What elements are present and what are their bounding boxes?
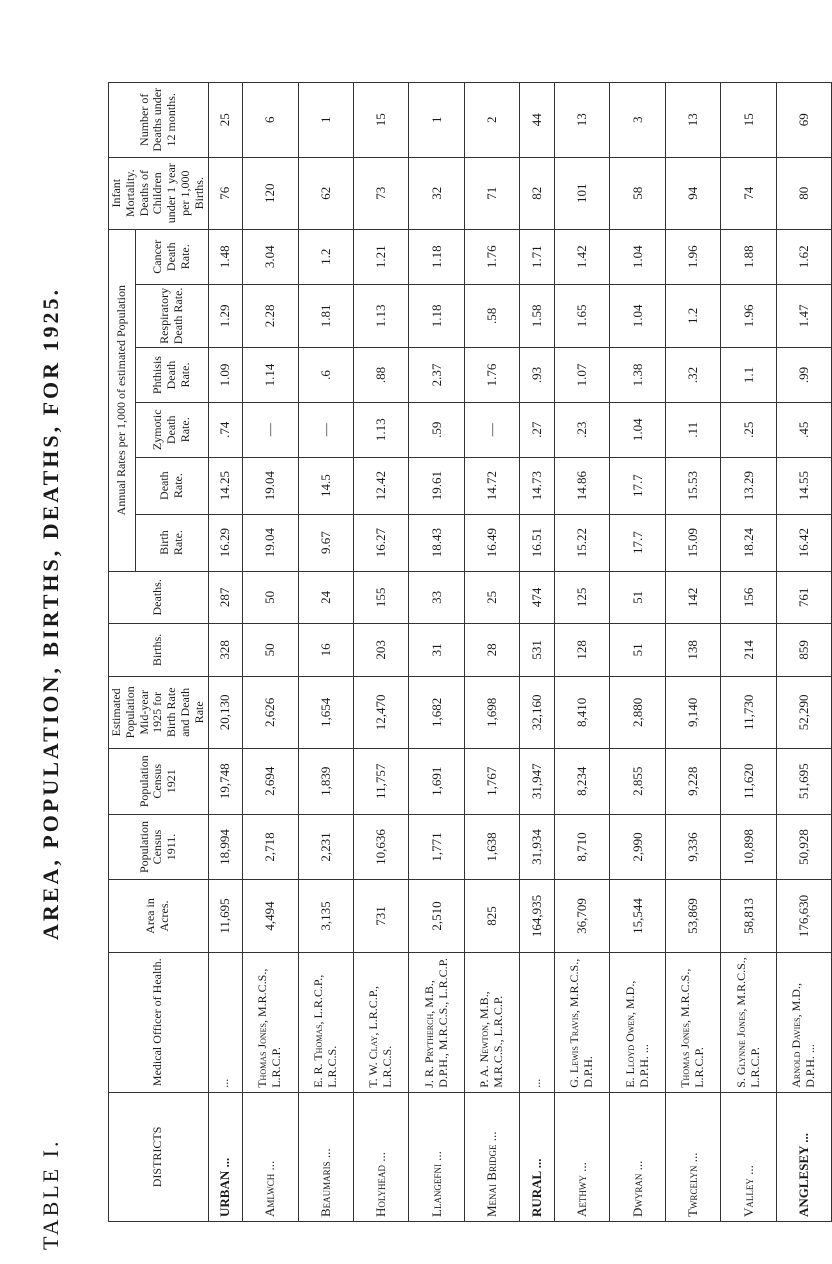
medical-officer: E. R. Thomas, L.R.C.P., L.R.C.S. bbox=[298, 952, 353, 1092]
births-cell: 28 bbox=[464, 624, 519, 677]
zymotic-cell: .59 bbox=[409, 402, 464, 457]
est-pop-cell: 11,730 bbox=[721, 676, 776, 748]
district-name: Holyhead ... bbox=[354, 1092, 409, 1221]
area-cell: 731 bbox=[354, 880, 409, 952]
under12-cell: 69 bbox=[776, 83, 832, 158]
deaths-cell: 125 bbox=[554, 571, 609, 624]
cancer-cell: 1.62 bbox=[776, 229, 832, 284]
pop1911-cell: 9,336 bbox=[665, 814, 720, 880]
death-rate-cell: 13.29 bbox=[721, 457, 776, 514]
pop1921-cell: 9,228 bbox=[665, 748, 720, 814]
table-row bbox=[409, 83, 464, 1222]
rotated-table-container bbox=[108, 82, 818, 1222]
zymotic-cell: 1.13 bbox=[354, 402, 409, 457]
infant-mortality-cell: 120 bbox=[243, 157, 298, 229]
infant-mortality-cell: 62 bbox=[298, 157, 353, 229]
est-pop-cell: 2,626 bbox=[243, 676, 298, 748]
infant-mortality-cell: 74 bbox=[721, 157, 776, 229]
district-name: Menai Bridge ... bbox=[464, 1092, 519, 1221]
col-infant-mortality: Infant Mortality. Deaths of Children under 1 year per 1,000 Births. bbox=[109, 157, 209, 229]
est-pop-cell: 9,140 bbox=[665, 676, 720, 748]
birth-rate-cell: 9.67 bbox=[298, 514, 353, 571]
col-pop-1911: Population Census 1911. bbox=[109, 814, 209, 880]
cancer-cell: 1.42 bbox=[554, 229, 609, 284]
pop1911-cell: 10,898 bbox=[721, 814, 776, 880]
col-respiratory: Respiratory Death Rate. bbox=[136, 284, 208, 348]
cancer-cell: 1.76 bbox=[464, 229, 519, 284]
district-name: Twrcelyn ... bbox=[665, 1092, 720, 1221]
phthisis-cell: 1.09 bbox=[208, 348, 242, 403]
zymotic-cell: 1.04 bbox=[610, 402, 665, 457]
birth-rate-cell: 16.42 bbox=[776, 514, 832, 571]
medical-officer: E. Lloyd Owen, M.D., D.P.H. ... bbox=[610, 952, 665, 1092]
col-area: Area in Acres. bbox=[109, 880, 209, 952]
phthisis-cell: .93 bbox=[520, 348, 554, 403]
district-name: Aethwy ... bbox=[554, 1092, 609, 1221]
phthisis-cell: .88 bbox=[354, 348, 409, 403]
zymotic-cell: .27 bbox=[520, 402, 554, 457]
under12-cell: 15 bbox=[721, 83, 776, 158]
under12-cell: 3 bbox=[610, 83, 665, 158]
est-pop-cell: 2,880 bbox=[610, 676, 665, 748]
col-births: Births. bbox=[109, 624, 209, 677]
est-pop-cell: 1,682 bbox=[409, 676, 464, 748]
cancer-cell: 1.18 bbox=[409, 229, 464, 284]
respiratory-cell: 2.28 bbox=[243, 284, 298, 348]
district-name: RURAL ... bbox=[520, 1092, 554, 1221]
pop1911-cell: 8,710 bbox=[554, 814, 609, 880]
district-name: Amlwch ... bbox=[243, 1092, 298, 1221]
pop1911-cell: 2,231 bbox=[298, 814, 353, 880]
pop1921-cell: 51,695 bbox=[776, 748, 832, 814]
pop1921-cell: 1,767 bbox=[464, 748, 519, 814]
death-rate-cell: 14.5 bbox=[298, 457, 353, 514]
cancer-cell: 1.96 bbox=[665, 229, 720, 284]
deaths-cell: 474 bbox=[520, 571, 554, 624]
est-pop-cell: 1,654 bbox=[298, 676, 353, 748]
infant-mortality-cell: 82 bbox=[520, 157, 554, 229]
phthisis-cell: .32 bbox=[665, 348, 720, 403]
under12-cell: 13 bbox=[554, 83, 609, 158]
table-row bbox=[298, 83, 353, 1222]
est-pop-cell: 12,470 bbox=[354, 676, 409, 748]
col-deaths: Deaths. bbox=[109, 571, 209, 624]
births-cell: 50 bbox=[243, 624, 298, 677]
pop1921-cell: 8,234 bbox=[554, 748, 609, 814]
phthisis-cell: 2.37 bbox=[409, 348, 464, 403]
district-name: ANGLESEY ... bbox=[776, 1092, 832, 1221]
district-name: Beaumaris ... bbox=[298, 1092, 353, 1221]
under12-cell: 1 bbox=[409, 83, 464, 158]
under12-cell: 44 bbox=[520, 83, 554, 158]
phthisis-cell: 1.14 bbox=[243, 348, 298, 403]
death-rate-cell: 14.73 bbox=[520, 457, 554, 514]
death-rate-cell: 15.53 bbox=[665, 457, 720, 514]
pop1911-cell: 1,771 bbox=[409, 814, 464, 880]
births-cell: 138 bbox=[665, 624, 720, 677]
area-cell: 11,695 bbox=[208, 880, 242, 952]
under12-cell: 1 bbox=[298, 83, 353, 158]
deaths-cell: 761 bbox=[776, 571, 832, 624]
district-name: Llangefni ... bbox=[409, 1092, 464, 1221]
area-cell: 176,630 bbox=[776, 880, 832, 952]
infant-mortality-cell: 58 bbox=[610, 157, 665, 229]
birth-rate-cell: 16.29 bbox=[208, 514, 242, 571]
zymotic-cell: .45 bbox=[776, 402, 832, 457]
birth-rate-cell: 16.51 bbox=[520, 514, 554, 571]
est-pop-cell: 52,290 bbox=[776, 676, 832, 748]
under12-cell: 2 bbox=[464, 83, 519, 158]
cancer-cell: 3.04 bbox=[243, 229, 298, 284]
birth-rate-cell: 19.04 bbox=[243, 514, 298, 571]
deaths-cell: 25 bbox=[464, 571, 519, 624]
birth-rate-cell: 16.49 bbox=[464, 514, 519, 571]
pop1921-cell: 31,947 bbox=[520, 748, 554, 814]
area-cell: 15,544 bbox=[610, 880, 665, 952]
zymotic-cell: .25 bbox=[721, 402, 776, 457]
deaths-cell: 51 bbox=[610, 571, 665, 624]
area-cell: 3,135 bbox=[298, 880, 353, 952]
pop1911-cell: 50,928 bbox=[776, 814, 832, 880]
pop1911-cell: 2,718 bbox=[243, 814, 298, 880]
death-rate-cell: 14.72 bbox=[464, 457, 519, 514]
infant-mortality-cell: 32 bbox=[409, 157, 464, 229]
area-cell: 4,494 bbox=[243, 880, 298, 952]
area-cell: 164,935 bbox=[520, 880, 554, 952]
est-pop-cell: 8,410 bbox=[554, 676, 609, 748]
cancer-cell: 1.21 bbox=[354, 229, 409, 284]
cancer-cell: 1.2 bbox=[298, 229, 353, 284]
col-medical-officer: Medical Officer of Health. bbox=[109, 952, 209, 1092]
pop1911-cell: 10,636 bbox=[354, 814, 409, 880]
pop1921-cell: 1,839 bbox=[298, 748, 353, 814]
death-rate-cell: 19.61 bbox=[409, 457, 464, 514]
table-row bbox=[776, 83, 832, 1222]
pop1911-cell: 31,934 bbox=[520, 814, 554, 880]
respiratory-cell: 1.04 bbox=[610, 284, 665, 348]
district-name: Dwyran ... bbox=[610, 1092, 665, 1221]
medical-officer: Thomas Jones, M.R.C.S., L.R.C.P. bbox=[665, 952, 720, 1092]
respiratory-cell: 1.2 bbox=[665, 284, 720, 348]
medical-officer: T. W. Clay, L.R.C.P., L.R.C.S. bbox=[354, 952, 409, 1092]
area-cell: 58,813 bbox=[721, 880, 776, 952]
col-annual-rates: Annual Rates per 1,000 of estimated Population bbox=[109, 229, 136, 571]
pop1911-cell: 2,990 bbox=[610, 814, 665, 880]
infant-mortality-cell: 73 bbox=[354, 157, 409, 229]
cancer-cell: 1.71 bbox=[520, 229, 554, 284]
col-est-pop: Estimated Population Mid-year 1925 for Birth Rate and Death Rate bbox=[109, 676, 209, 748]
death-rate-cell: 14.25 bbox=[208, 457, 242, 514]
birth-rate-cell: 17.7 bbox=[610, 514, 665, 571]
table-row bbox=[464, 83, 519, 1222]
table-row bbox=[243, 83, 298, 1222]
pop1921-cell: 2,694 bbox=[243, 748, 298, 814]
medical-officer: S. Glynne Jones, M.R.C.S., L.R.C.P. bbox=[721, 952, 776, 1092]
births-cell: 31 bbox=[409, 624, 464, 677]
table-heading: AREA, POPULATION, BIRTHS, DEATHS, FOR 1925. bbox=[38, 286, 63, 940]
phthisis-cell: 1.38 bbox=[610, 348, 665, 403]
births-cell: 328 bbox=[208, 624, 242, 677]
birth-rate-cell: 16.27 bbox=[354, 514, 409, 571]
respiratory-cell: 1.96 bbox=[721, 284, 776, 348]
phthisis-cell: .99 bbox=[776, 348, 832, 403]
col-districts: DISTRICTS bbox=[109, 1092, 209, 1221]
table-row bbox=[354, 83, 409, 1222]
respiratory-cell: 1.81 bbox=[298, 284, 353, 348]
medical-officer: P. A. Newton, M.B., M.R.C.S., L.R.C.P. bbox=[464, 952, 519, 1092]
table-row bbox=[721, 83, 776, 1222]
births-cell: 51 bbox=[610, 624, 665, 677]
under12-cell: 6 bbox=[243, 83, 298, 158]
col-death-rate: Death Rate. bbox=[136, 457, 208, 514]
medical-officer: Arnold Davies, M.D., D.P.H. ... bbox=[776, 952, 832, 1092]
table-row bbox=[610, 83, 665, 1222]
birth-rate-cell: 18.24 bbox=[721, 514, 776, 571]
col-birth-rate: Birth Rate. bbox=[136, 514, 208, 571]
infant-mortality-cell: 94 bbox=[665, 157, 720, 229]
col-pop-1921: Population Census 1921 bbox=[109, 748, 209, 814]
cancer-cell: 1.48 bbox=[208, 229, 242, 284]
table-row bbox=[554, 83, 609, 1222]
medical-officer: J. R. Prytherch, M.B., D.P.H., M.R.C.S., L.R.C.P. bbox=[409, 952, 464, 1092]
table-row bbox=[665, 83, 720, 1222]
respiratory-cell: 1.18 bbox=[409, 284, 464, 348]
births-cell: 128 bbox=[554, 624, 609, 677]
zymotic-cell: — bbox=[243, 402, 298, 457]
birth-rate-cell: 18.43 bbox=[409, 514, 464, 571]
pop1921-cell: 1,691 bbox=[409, 748, 464, 814]
phthisis-cell: .6 bbox=[298, 348, 353, 403]
phthisis-cell: 1.07 bbox=[554, 348, 609, 403]
est-pop-cell: 1,698 bbox=[464, 676, 519, 748]
pop1911-cell: 1,638 bbox=[464, 814, 519, 880]
respiratory-cell: 1.65 bbox=[554, 284, 609, 348]
respiratory-cell: 1.13 bbox=[354, 284, 409, 348]
death-rate-cell: 19.04 bbox=[243, 457, 298, 514]
deaths-cell: 287 bbox=[208, 571, 242, 624]
deaths-cell: 155 bbox=[354, 571, 409, 624]
deaths-cell: 50 bbox=[243, 571, 298, 624]
cancer-cell: 1.88 bbox=[721, 229, 776, 284]
phthisis-cell: 1.1 bbox=[721, 348, 776, 403]
pop1911-cell: 18,994 bbox=[208, 814, 242, 880]
infant-mortality-cell: 80 bbox=[776, 157, 832, 229]
deaths-cell: 33 bbox=[409, 571, 464, 624]
births-cell: 531 bbox=[520, 624, 554, 677]
deaths-cell: 142 bbox=[665, 571, 720, 624]
respiratory-cell: 1.29 bbox=[208, 284, 242, 348]
pop1921-cell: 2,855 bbox=[610, 748, 665, 814]
area-cell: 825 bbox=[464, 880, 519, 952]
district-name: Valley ... bbox=[721, 1092, 776, 1221]
under12-cell: 15 bbox=[354, 83, 409, 158]
pop1921-cell: 11,757 bbox=[354, 748, 409, 814]
births-cell: 16 bbox=[298, 624, 353, 677]
respiratory-cell: .58 bbox=[464, 284, 519, 348]
table-label: TABLE I. bbox=[38, 1138, 63, 1250]
death-rate-cell: 17.7 bbox=[610, 457, 665, 514]
medical-officer: ... bbox=[208, 952, 242, 1092]
area-cell: 2,510 bbox=[409, 880, 464, 952]
table-row bbox=[520, 83, 554, 1222]
infant-mortality-cell: 76 bbox=[208, 157, 242, 229]
col-cancer: Cancer Death Rate. bbox=[136, 229, 208, 284]
est-pop-cell: 20,130 bbox=[208, 676, 242, 748]
table-row bbox=[208, 83, 242, 1222]
births-cell: 859 bbox=[776, 624, 832, 677]
birth-rate-cell: 15.09 bbox=[665, 514, 720, 571]
medical-officer: ... bbox=[520, 952, 554, 1092]
births-cell: 214 bbox=[721, 624, 776, 677]
under12-cell: 13 bbox=[665, 83, 720, 158]
col-zymotic: Zymotic Death Rate. bbox=[136, 402, 208, 457]
area-cell: 53,869 bbox=[665, 880, 720, 952]
phthisis-cell: 1.76 bbox=[464, 348, 519, 403]
births-cell: 203 bbox=[354, 624, 409, 677]
area-cell: 36,709 bbox=[554, 880, 609, 952]
cancer-cell: 1.04 bbox=[610, 229, 665, 284]
zymotic-cell: — bbox=[298, 402, 353, 457]
death-rate-cell: 12.42 bbox=[354, 457, 409, 514]
birth-rate-cell: 15.22 bbox=[554, 514, 609, 571]
col-phthisis: Phthisis Death Rate. bbox=[136, 348, 208, 403]
respiratory-cell: 1.47 bbox=[776, 284, 832, 348]
table-body bbox=[208, 83, 832, 1222]
vital-statistics-table bbox=[108, 82, 832, 1222]
district-name: URBAN ... bbox=[208, 1092, 242, 1221]
deaths-cell: 156 bbox=[721, 571, 776, 624]
under12-cell: 25 bbox=[208, 83, 242, 158]
zymotic-cell: — bbox=[464, 402, 519, 457]
zymotic-cell: .74 bbox=[208, 402, 242, 457]
deaths-cell: 24 bbox=[298, 571, 353, 624]
col-under-12: Number of Deaths under 12 months. bbox=[109, 83, 209, 158]
infant-mortality-cell: 71 bbox=[464, 157, 519, 229]
medical-officer: Thomas Jones, M.R.C.S., L.R.C.P. bbox=[243, 952, 298, 1092]
est-pop-cell: 32,160 bbox=[520, 676, 554, 748]
medical-officer: G. Lewis Travis, M.R.C.S., D.P.H. bbox=[554, 952, 609, 1092]
pop1921-cell: 11,620 bbox=[721, 748, 776, 814]
pop1921-cell: 19,748 bbox=[208, 748, 242, 814]
page-title-strip bbox=[34, 0, 74, 1250]
death-rate-cell: 14.86 bbox=[554, 457, 609, 514]
zymotic-cell: .23 bbox=[554, 402, 609, 457]
header-row-1 bbox=[109, 83, 136, 1222]
infant-mortality-cell: 101 bbox=[554, 157, 609, 229]
respiratory-cell: 1.58 bbox=[520, 284, 554, 348]
death-rate-cell: 14.55 bbox=[776, 457, 832, 514]
zymotic-cell: .11 bbox=[665, 402, 720, 457]
